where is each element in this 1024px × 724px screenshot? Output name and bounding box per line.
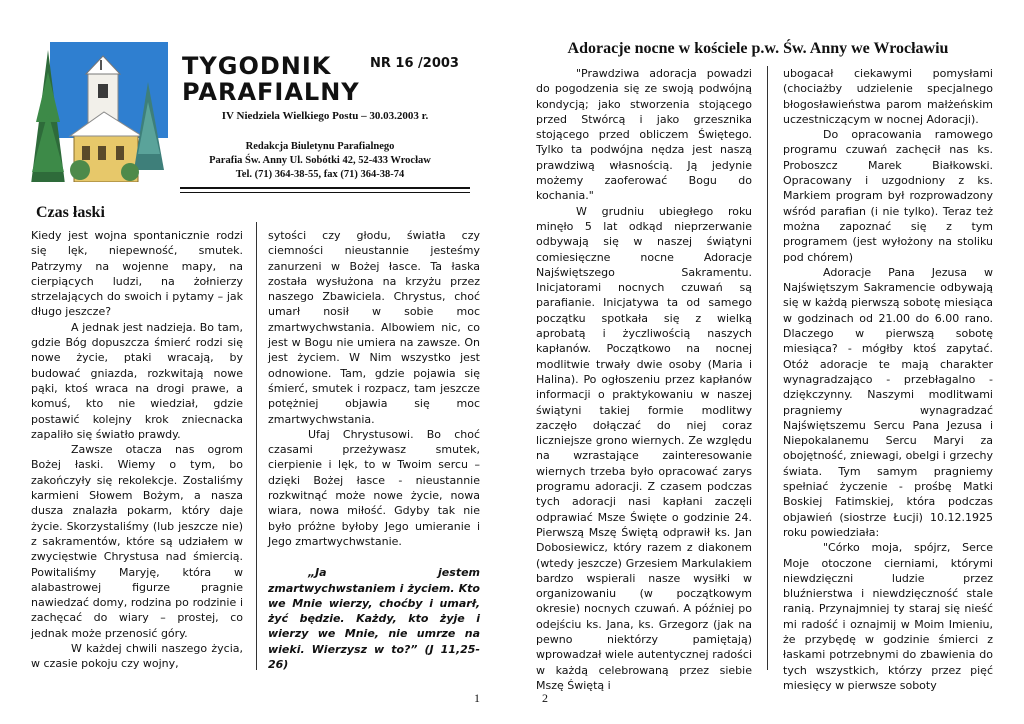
text-column-4 bbox=[783, 66, 993, 693]
paragraph: "Prawdziwa adoracja powadzi do pogodzenia się ze swoją podwójną kondycją; jako stworzenia stojącego przed Stwórcą i jako grzesznika stojącego przed obliczem Świętego. Tylko ta podwójna nędza jest naszą prawdziwą własnością. Ją jedynie możemy zaoferować Bogu do kochania." bbox=[536, 67, 752, 203]
issue-date: IV Niedziela Wielkiego Postu – 30.03.2003 r. bbox=[221, 110, 429, 122]
article-title: Adoracje nocne w kościele p.w. Św. Anny we Wrocławiu bbox=[567, 40, 949, 57]
paragraph: Adoracje Pana Jezusa w Najświętszym Sakramencie odbywają się w każdą pierwszą sobotę miesiąca w godzinach od 21.00 do 6.00 rano. Dlaczego w pierwszą sobotę miesiąca? - mógłby ktoś zapytać. Otóż adoracje te mają charakter wynagradzająco - przebłagalno - dziękczynny. Naszymi modlitwami pragniemy wynagradzać Najświętszemu Sercu Pana Jezusa i Niepokalanemu Sercu Maryi za obojętność, zniewagi, obelgi i grzechy świata. Tym samym pragniemy spełniać życzenie - prośbę Matki Boskiej Fatimskiej, która podczas objawień (siostrze Łucji) 10.12.1925 roku powiedziała: bbox=[783, 265, 993, 539]
paragraph: Zawsze otacza nas ogrom Bożej łaski. Wiemy o tym, bo zakończyły się rekolekcje. Zostaliśmy karmieni Słowem Bożym, a nasza dusza znalazła pokarm, który daje życie. Skorzystaliśmy (lub jeszcze nie) z sakramentów, które są udziałem w zwycięstwie Chrystusa nad śmiercią. Powitaliśmy Maryję, która w alabastrowej figurze pragnie nawiedzać domy, rodzina po rodzinie i zachęcać do wiary – prostej, co jednak może przenosić góry. bbox=[31, 443, 243, 640]
paragraph: W grudniu ubiegłego roku minęło 5 lat odkąd nieprzerwanie odbywają się w naszej świątyni comiesięczne nocne Adoracje Najświętszego Sakramentu. Inicjatorami nocnych czuwań są parafianie. Inicjatywa ta od samego początku spotkała się z wielką aprobatą i życzliwością naszych kapłanów. Początkowo na nocnej modlitwie trwały dwie osoby (Maria i Halina). Po ogłoszeniu przez kapłanów informacji o praktykowaniu w naszej świątyni takiej formie modlitwy zaczęło dołączać do niej coraz liczniejsze grono wiernych. Ze względu na wzrastające zainteresowanie wiernych trzeba było opracować zarys programu adoracji. Z czasem podczas tych adoracji nasi kapłani zaczęli odprawiać Msze Święte o godzinie 24. Pierwszą Mszę Świętą odprawił ks. Jan Dobosiewicz, który razem z diakonem (wtedy jeszcze) Grzesiem Markulakiem bardzo wspierali nasze wysiłki w organizowaniu (w początkowym okresie) nocnych czuwań. A później po odejściu ks. Jana, ks. Grzegorz (jak na pewno niektórzy pamiętają) wprowadzał wiele autentycznej radości w każdą celebrowaną przez siebie Mszę Świętą i bbox=[536, 204, 752, 692]
column-divider bbox=[767, 66, 768, 670]
paragraph: Ufaj Chrystusowi. Bo choć czasami przeżywasz smutek, cierpienie i lęk, to w Twoim sercu – dzięki Bożej łasce - nieustannie rozkwitnąć może nowe życie, nowa wiara, nowa miłość. Gdyby tak nie było próżne byłoby Jego umieranie i Jego zmartwychwstanie. bbox=[268, 427, 480, 548]
page-number: 1 bbox=[474, 691, 480, 705]
page-number: 2 bbox=[542, 691, 548, 705]
paragraph: W każdej chwili naszego życia, w czasie pokoju czy wojny, bbox=[31, 642, 243, 671]
divider bbox=[180, 187, 470, 189]
masthead-title-line1: TYGODNIK bbox=[182, 52, 332, 80]
paragraph: A jednak jest nadzieja. Bo tam, gdzie Bóg dopuszcza śmierć rodzi się nowe życie, ptaki wracają, by budować gniazda, rozkwitają nowe pąki, ktoś wraca na drogi prawe, a komuś, kto nie wiedział, gdzie postawić kolejny krok zniecnacka zapaliło się światło prawdy. bbox=[31, 320, 243, 441]
issue-number: NR 16 /2003 bbox=[370, 56, 459, 71]
column-divider bbox=[256, 222, 257, 670]
editorial-info bbox=[180, 140, 460, 182]
editorial-line: Tel. (71) 364-38-55, fax (71) 364-38-74 bbox=[235, 169, 405, 180]
editorial-line: Parafia Św. Anny Ul. Sobótki 42, 52-433 Wrocław bbox=[209, 155, 431, 166]
paragraph: Do opracowania ramowego programu czuwań zachęcił nas ks. Proboszcz Marek Białkowski. Opracowany i uzgodniony z ks. Markiem program był rozprowadzony wśród parafian (i nie tylko). Teraz też można zapoznać się z tym programem (jest wyłożony na stoliku pod chórem) bbox=[783, 128, 993, 264]
masthead-title-line2: PARAFIALNY bbox=[182, 78, 360, 106]
section-title: Czas łaski bbox=[36, 204, 105, 221]
scripture-quote: „Ja jestem zmartwychwstaniem i życiem. Kto we Mnie wierzy, choćby i umarł, żyć będzie. Każdy, kto żyje i wierzy we Mnie, nie umrze na wieki. Wierzysz w to?” (J 11,25-26) bbox=[268, 566, 480, 672]
divider bbox=[180, 192, 470, 193]
text-column-2 bbox=[268, 228, 480, 672]
church-illustration bbox=[30, 42, 168, 188]
paragraph: sytości czy głodu, światła czy ciemności nieustannie jesteśmy zanurzeni w Bożej łasce. Ta łaska została wysłużona na krzyżu przez naszego Zbawiciela. Chrystus, choć umarł nosił w sobie moc zmartwychwstania. Albowiem nic, co jest w Bogu nie umiera na zawsze. On jest życiem. W Nim wszystko jest odnowione. Tam, gdzie pojawia się śmierć, smutek i rozpacz, tam jeszcze potężniej objawia się moc zmartwychwstania. bbox=[268, 229, 480, 426]
text-column-3 bbox=[536, 66, 752, 693]
paragraph: Kiedy jest wojna spontanicznie rodzi się lęk, niepewność, smutek. Patrzymy na wojenne mapy, na cierpiących ludzi, na żołnierzy strzelających do swoich i pytamy – jak długo jeszcze? bbox=[31, 229, 243, 319]
paragraph: "Córko moja, spójrz, Serce Moje otoczone cierniami, którymi niewdzięczni ludzie przez bluźnierstwa i niewdzięczność stale ranią. Przynajmniej ty staraj się nieść mi radość i oznajmij w Moim Imieniu, że przybędę w godzinie śmierci z łaskami potrzebnymi do zbawienia do tych wszystkich, którzy przez pięć miesięcy w pierwsze soboty bbox=[783, 541, 993, 692]
editorial-line: Redakcja Biuletynu Parafialnego bbox=[245, 141, 395, 152]
paragraph: ubogacał ciekawymi pomysłami (chociażby udzielenie specjalnego błogosławieństwa parom małżeńskim uczestniczącym w nocnej Adoracji). bbox=[783, 67, 993, 126]
text-column-1 bbox=[31, 228, 243, 672]
